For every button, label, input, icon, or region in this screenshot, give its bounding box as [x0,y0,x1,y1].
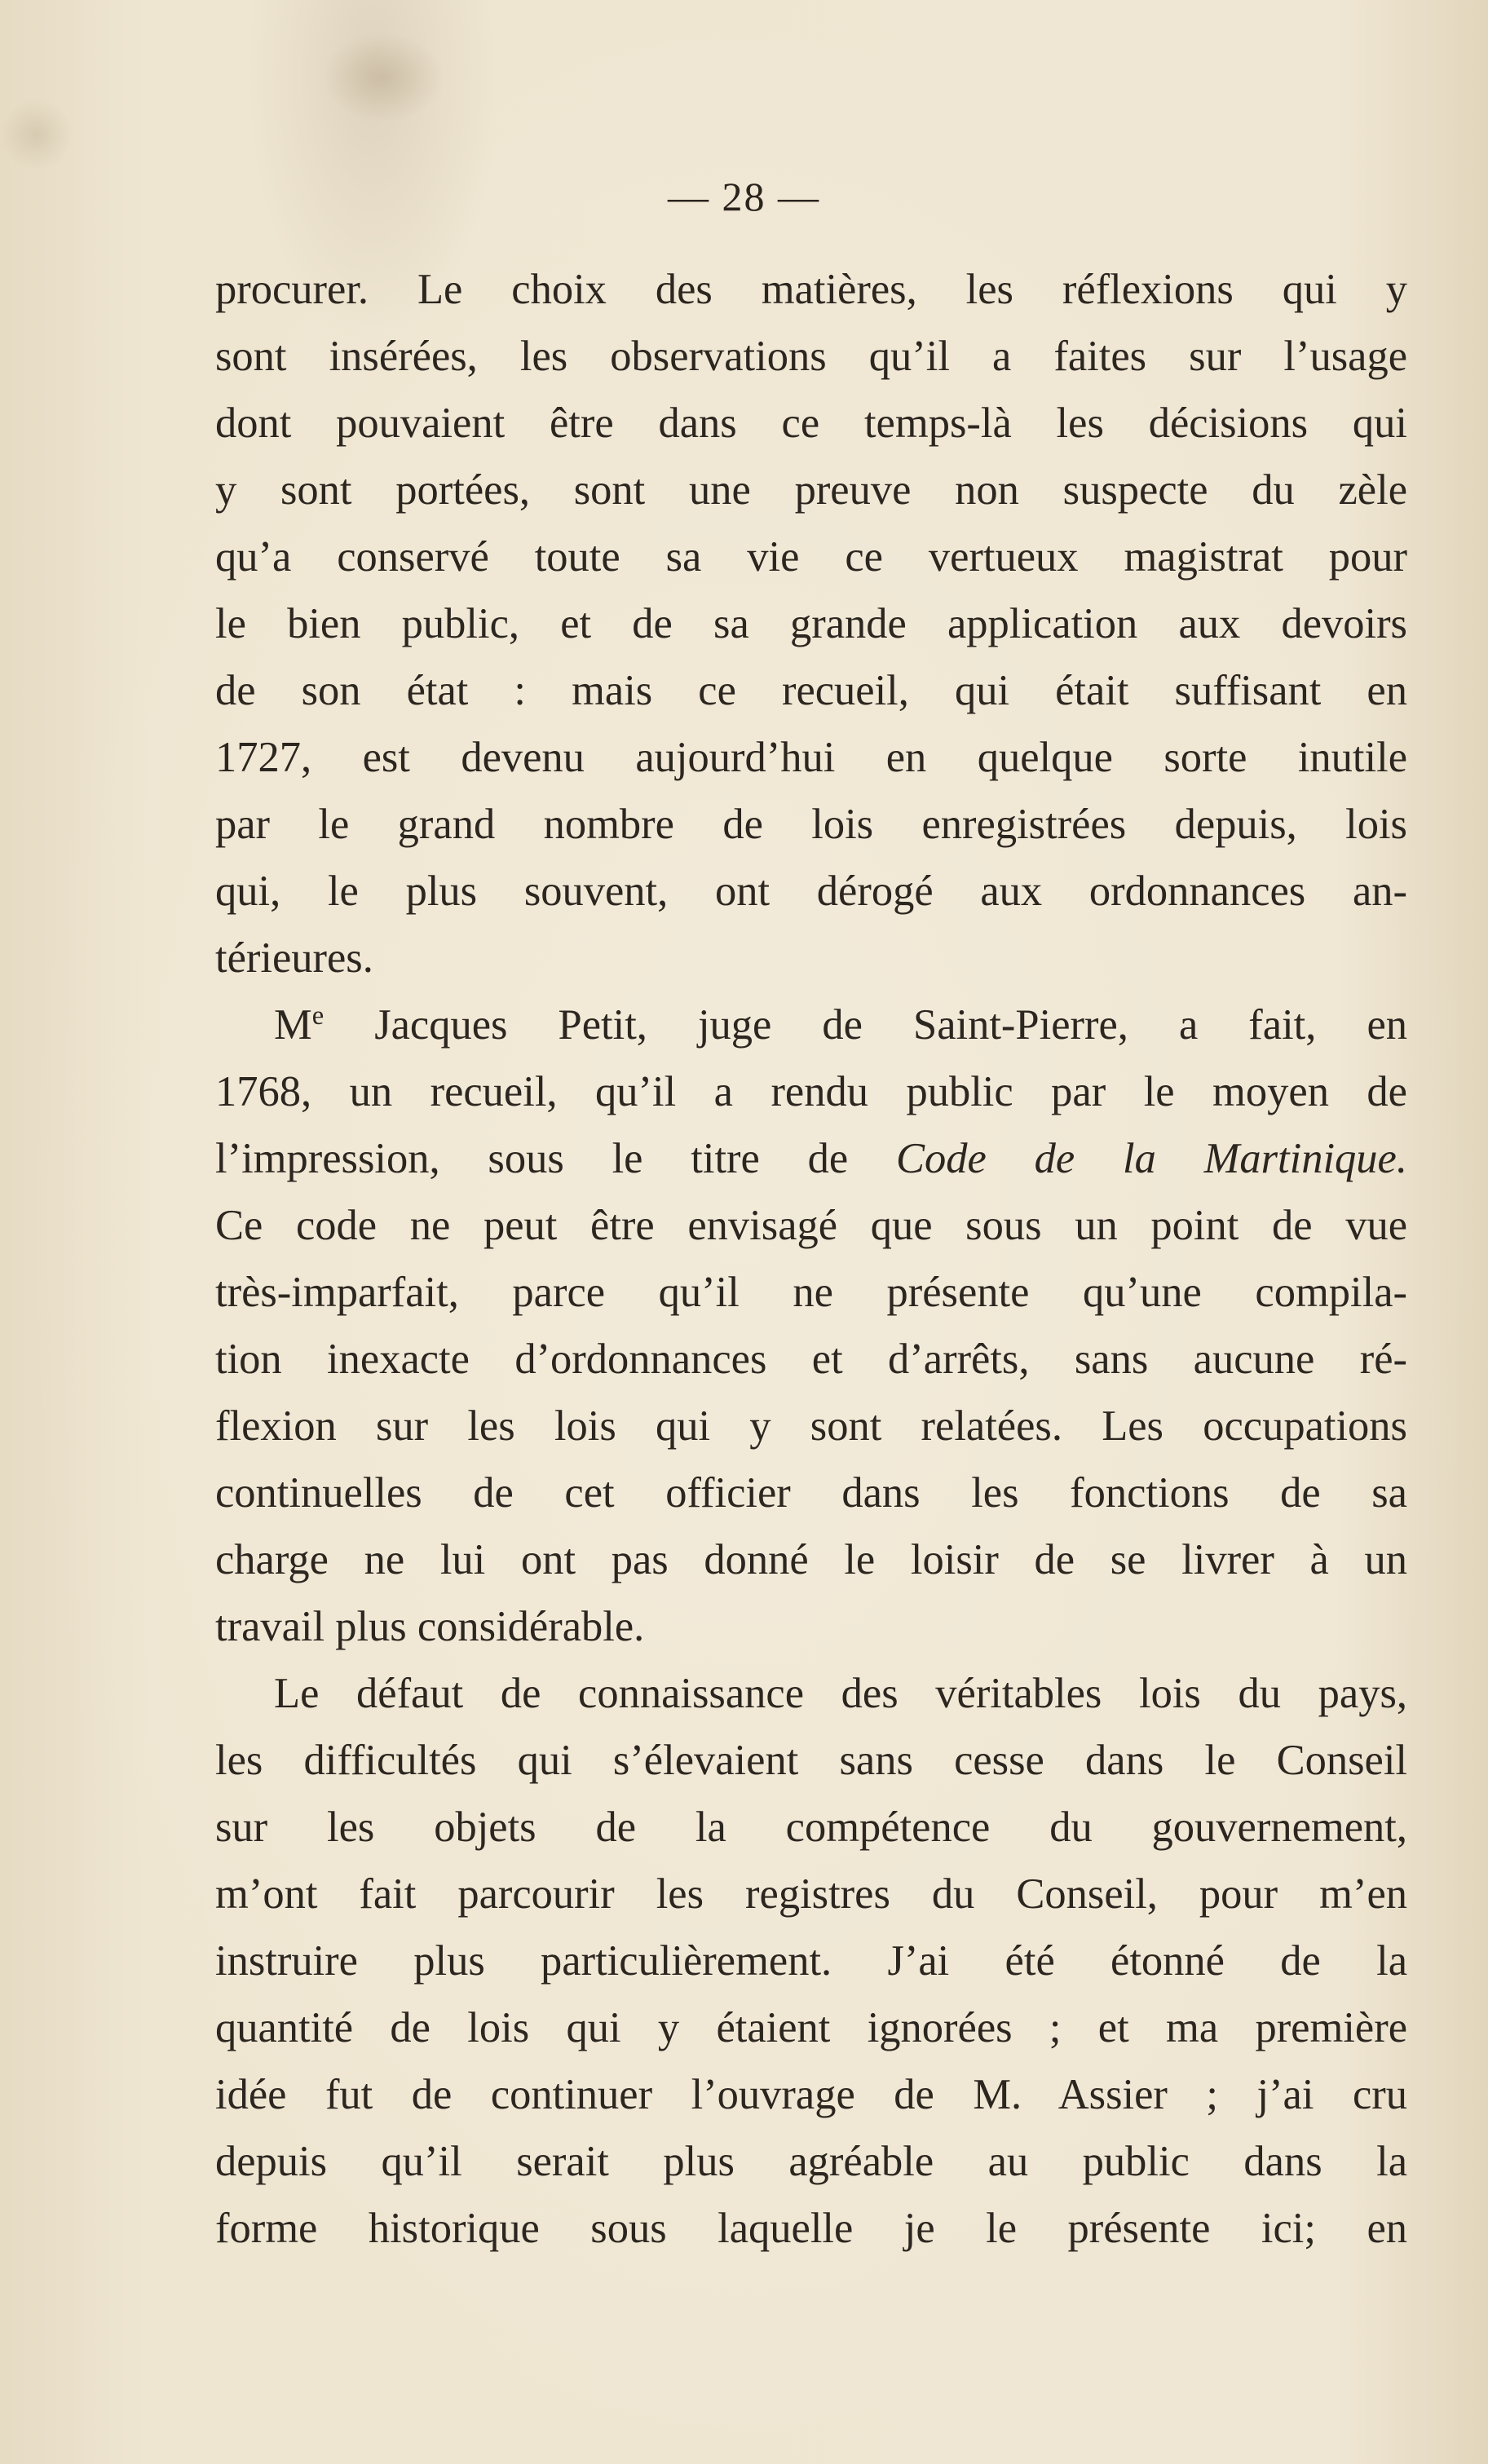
text-line: flexion sur les lois qui y sont relatées. Les occupations [215,1402,1407,1450]
text-line: Ce code ne peut être envisagé que sous un point de vue [215,1202,1407,1249]
text-line: par le grand nombre de lois enregistrées depuis, lois [215,801,1407,848]
text-line-content: Jacques Petit, juge de Saint-Pierre, a fait, en [374,1001,1407,1049]
text-line: quantité de lois qui y étaient ignorées ; et ma première [215,2004,1407,2051]
text-line: procurer. Le choix des matières, les réflexions qui y [215,266,1407,313]
honorific-prefix: M [274,1001,312,1049]
text-line: m’ont fait parcourir les registres du Conseil, pour m’en [215,1870,1407,1918]
text-line: sur les objets de la compétence du gouvernement, [215,1804,1407,1851]
text-line: de son état : mais ce recueil, qui était suffisant en [215,667,1407,714]
page-number: — 28 — [668,174,820,219]
honorific-superscript: e [311,1001,325,1031]
book-title: Code de la Martinique. [896,1135,1407,1182]
text-line: travail plus considérable. [215,1603,645,1650]
text-line: le bien public, et de sa grande application aux devoirs [215,600,1407,647]
body-text [215,256,1407,2262]
text-line: très-imparfait, parce qu’il ne présente qu’une compila- [215,1269,1407,1316]
text-line: continuelles de cet officier dans les fonctions de sa [215,1469,1407,1517]
text-line [215,1125,1407,1192]
text-line: instruire plus particulièrement. J’ai été étonné de la [215,1937,1407,1985]
text-line: tion inexacte d’ordonnances et d’arrêts, sans aucune ré- [215,1336,1407,1383]
text-line: les difficultés qui s’élevaient sans cesse dans le Conseil [215,1737,1407,1784]
text-line: dont pouvaient être dans ce temps-là les décisions qui [215,400,1407,447]
text-line: térieures. [215,934,373,982]
text-line: forme historique sous laquelle je le présente ici; en [215,2205,1407,2252]
paper-stain [0,98,73,171]
text-line: qu’a conservé toute sa vie ce vertueux magistrat pour [215,533,1407,581]
text-line [215,991,1407,1058]
text-line: sont insérées, les observations qu’il a faites sur l’usage [215,333,1407,380]
text-line: y sont portées, sont une preuve non suspecte du zèle [215,466,1407,514]
text-line: qui, le plus souvent, ont dérogé aux ordonnances an- [215,868,1407,915]
text-line: charge ne lui ont pas donné le loisir de se livrer à un [215,1536,1407,1583]
text-line: Le défaut de connaissance des véritables lois du pays, [274,1670,1407,1717]
text-line: 1727, est devenu aujourd’hui en quelque sorte inutile [215,734,1407,781]
text-line: 1768, un recueil, qu’il a rendu public par le moyen de [215,1068,1407,1115]
text-line: depuis qu’il serait plus agréable au public dans la [215,2138,1407,2185]
text-line: idée fut de continuer l’ouvrage de M. Assier ; j’ai cru [215,2071,1407,2118]
text-line-content: l’impression, sous le titre de [215,1135,849,1182]
paper-stain [322,33,444,122]
